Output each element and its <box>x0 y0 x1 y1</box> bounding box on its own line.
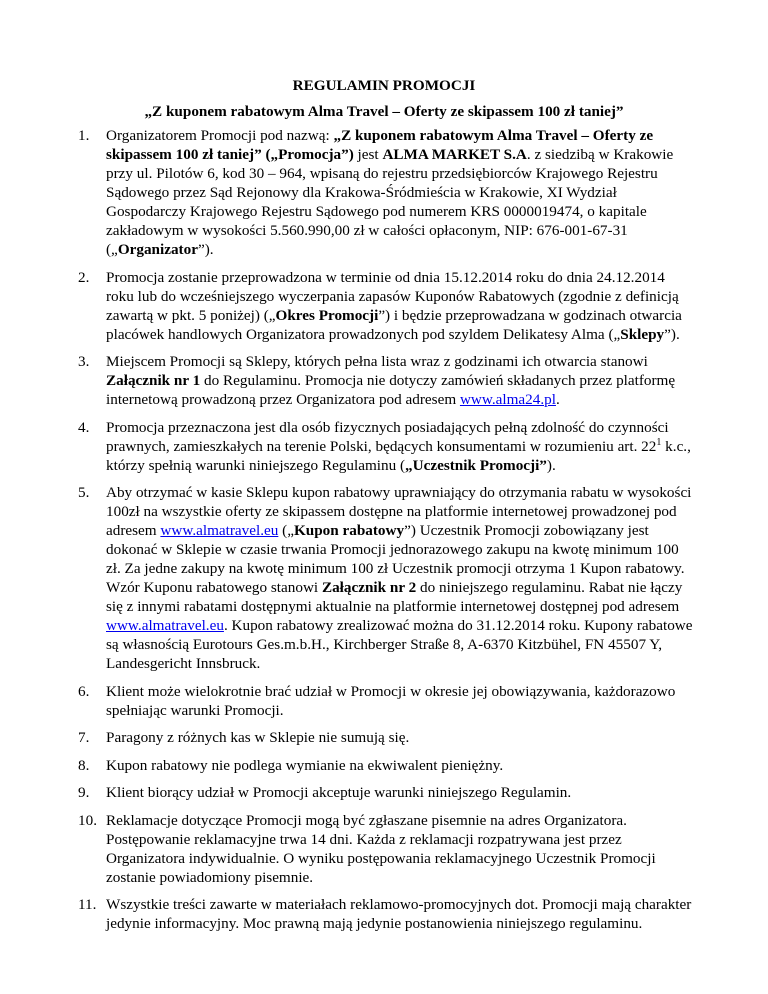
list-item-4: 4. Promocja przeznaczona jest dla osób fizycznych posiadających pełną zdolność do czynności prawnych, zamieszkałych na terenie Polski, będących konsumentami w rozumieniu art. $22^1$ k.c., którzy spełnią warunki niniejszego Regulaminu („Uczestnik Promocji”). <box>78 418 691 474</box>
list-item-2: 2. Promocja zostanie przeprowadzona w terminie od dnia 15.12.2014 roku do dnia 24.12.2014 roku lub do wcześniejszego wyczerpania zapasów Kuponów Rabatowych (zgodnie z definicją zawartą w pkt. 5 poniżej) („Okres Promocji”) i będzie przeprowadzana w godzinach otwarcia placówek handlowych Organizatora prowadzonych pod szyldem Delikatesy Alma („Sklepy”). <box>78 268 682 343</box>
list-item-6: 6. Klient może wielokrotnie brać udział w Promocji w okresie jej obowiązywania, każdorazowo spełniając warunki Promocji. <box>78 682 676 719</box>
almatravel-link[interactable]: www.almatravel.eu <box>160 522 279 539</box>
term-zalacznik-2: Załącznik nr 2 <box>321 579 417 596</box>
item-number: 2. <box>78 268 90 286</box>
document-title: REGULAMIN PROMOCJI <box>292 77 476 94</box>
term-okres-promocji: Okres Promocji <box>275 306 379 324</box>
almatravel-link-2[interactable]: www.almatravel.eu <box>106 617 224 634</box>
item-number: 5. <box>78 484 90 501</box>
item-number: 11. <box>78 896 97 913</box>
term-kupon-rabatowy: Kupon rabatowy <box>293 522 405 539</box>
item-number: 8. <box>78 756 90 774</box>
list-item-9: 9. Klient biorący udział w Promocji akceptuje warunki niniejszego Regulamin. <box>78 784 572 801</box>
item-number: 7. <box>78 729 90 746</box>
list-item-10: 10. Reklamacje dotyczące Promocji mogą być zgłaszane pisemnie na adres Organizatora. Postępowanie reklamacyjne trwa 14 dni. Każda z reklamacji rozpatrywana jest przez Organizatora indywidualnie. O wyniku postępowania reklamacyjnego Uczestnik Promocji zostanie powiadomiony pisemnie. <box>78 811 656 886</box>
promotion-name: „Z kuponem rabatowym Alma Travel – Oferty ze skipassem 100 zł taniej” <box>144 103 624 120</box>
company-name: ALMA MARKET S.A <box>382 146 527 163</box>
list-item-8: 8. Kupon rabatowy nie podlega wymianie na ekwiwalent pieniężny. <box>78 756 504 774</box>
term-uczestnik-promocji: „Uczestnik Promocji” <box>405 456 547 474</box>
item-number: 3. <box>78 353 90 370</box>
list-item-7: 7. Paragony z różnych kas w Sklepie nie sumują się. <box>78 729 410 746</box>
term-organizator: Organizator <box>117 241 198 258</box>
list-item-5: 5. Aby otrzymać w kasie Sklepu kupon rabatowy uprawniający do otrzymania rabatu w wysokości 100zł na wszystkie oferty ze skipassem dostępne na platformie internetowej prowadzonej pod adresem www.almatravel.eu („Kupon rabatowy”) Uczestnik Promocji zobowiązany jest dokonać w Sklepie w czasie trwania Promocji jednorazowego zakupu na kwotę minimum 100 zł. Za jedne zakupy na kwotę minimum 100 zł Uczestnik promocji otrzyma 1 Kupon rabatowy. Wzór Kuponu rabatowego stanowi Załącznik nr 2 do niniejszego regulaminu. Rabat nie łączy się z innymi rabatami dostępnymi aktualnie na platformie internetowej dostępnej pod adresem www.almatravel.eu. Kupon rabatowy zrealizować można do 31.12.2014 roku. Kupony rabatowe są własnością Eurotours Ges.m.b.H., Kirchberger Straße 8, A-6370 Kitzbühel, FN 45507 Y, Landesgericht Innsbruck. <box>78 484 693 672</box>
list-item-1: 1. Organizatorem Promocji pod nazwą: „Z kuponem rabatowym Alma Travel – Oferty ze skipassem 100 zł taniej” („Promocja”) jest ALMA MARKET S.A. z siedzibą w Krakowie przy ul. Pilotów 6, kod 30 – 964, wpisaną do rejestru przedsiębiorców Krajowego Rejestru Sądowego przez Sąd Rejonowy dla Krakowa-Śródmieścia w Krakowie, XI Wydział Gospodarczy Krajowego Rejestru Sądowego pod numerem KRS 0000019474, o kapitale zakładowym w wysokości 5.560.990,00 zł w całości opłaconym, NIP: 676-001-67-31 („Organizator”). <box>78 127 674 258</box>
superscript: 1 <box>656 436 662 448</box>
list-item-11: 11. Wszystkie treści zawarte w materiałach reklamowo-promocyjnych dot. Promocji mają charakter jedynie informacyjny. Moc prawną mają jedynie postanowienia niniejszego regulaminu. <box>78 896 692 932</box>
alma24-link[interactable]: www.alma24.pl <box>459 391 556 408</box>
list-item-3: 3. Miejscem Promocji są Sklepy, których pełna lista wraz z godzinami ich otwarcia stanowi Załącznik nr 1 do Regulaminu. Promocja nie dotyczy zamówień składanych przez platformę internetową prowadzoną przez Organizatora pod adresem www.alma24.pl. <box>78 353 676 408</box>
rules-list <box>78 126 696 942</box>
item-number: 9. <box>78 784 90 801</box>
promotion-name-bold: „Z kuponem rabatowym Alma Travel – Oferty ze skipassem 100 zł taniej” („Promocja”) <box>106 127 654 163</box>
item-number: 1. <box>78 127 90 144</box>
item-number: 6. <box>78 682 90 700</box>
term-zalacznik-1: Załącznik nr 1 <box>106 372 201 389</box>
term-sklepy: Sklepy <box>620 325 665 343</box>
item-number: 10. <box>78 811 97 829</box>
item-number: 4. <box>78 418 90 436</box>
